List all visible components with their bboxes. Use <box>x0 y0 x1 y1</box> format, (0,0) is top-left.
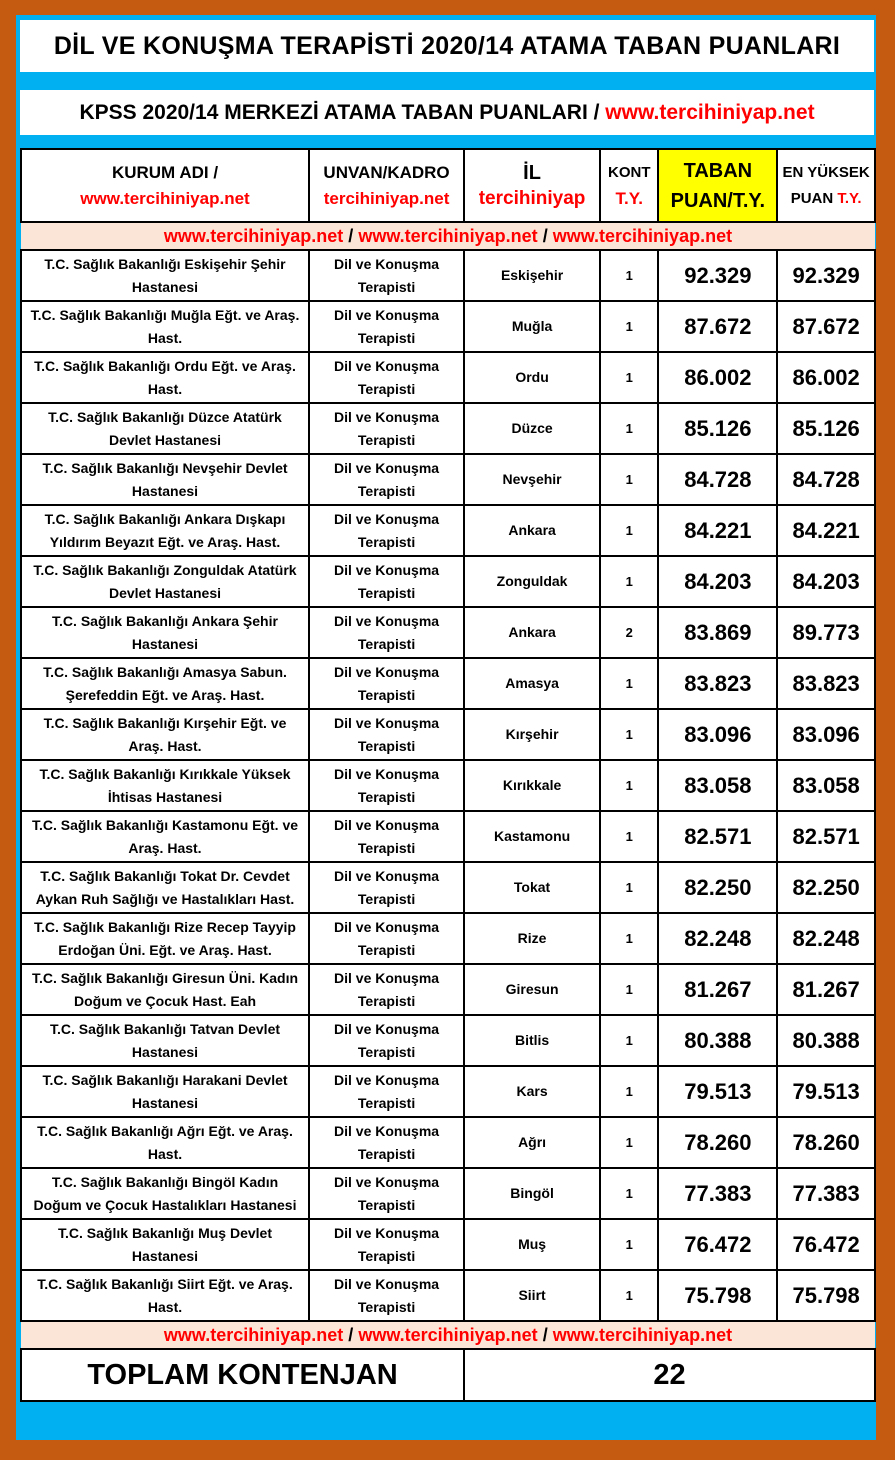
cell-max: 87.672 <box>777 301 875 352</box>
cell-kurum: T.C. Sağlık Bakanlığı Ağrı Eğt. ve Araş. Hast. <box>21 1117 309 1168</box>
cell-kurum: T.C. Sağlık Bakanlığı Muş Devlet Hastanesi <box>21 1219 309 1270</box>
cell-max: 84.203 <box>777 556 875 607</box>
cell-taban: 78.260 <box>658 1117 777 1168</box>
cell-unvan: Dil ve Konuşma Terapisti <box>309 403 464 454</box>
cell-max: 85.126 <box>777 403 875 454</box>
cell-taban: 84.203 <box>658 556 777 607</box>
cell-taban: 83.096 <box>658 709 777 760</box>
cell-kont: 1 <box>600 1270 658 1321</box>
cell-kont: 1 <box>600 1066 658 1117</box>
banner-sep: / <box>537 225 553 246</box>
cell-taban: 77.383 <box>658 1168 777 1219</box>
table-body <box>21 250 875 1321</box>
table-row <box>21 709 875 760</box>
cell-kurum: T.C. Sağlık Bakanlığı Amasya Sabun. Şerefeddin Eğt. ve Araş. Hast. <box>21 658 309 709</box>
cell-kont: 1 <box>600 1168 658 1219</box>
cell-unvan: Dil ve Konuşma Terapisti <box>309 505 464 556</box>
header-kurum <box>21 149 309 222</box>
cell-il: Ankara <box>464 505 600 556</box>
cell-kurum: T.C. Sağlık Bakanlığı Ankara Dışkapı Yıldırım Beyazıt Eğt. ve Araş. Hast. <box>21 505 309 556</box>
cell-unvan: Dil ve Konuşma Terapisti <box>309 1117 464 1168</box>
cell-il: Bitlis <box>464 1015 600 1066</box>
cell-kont: 1 <box>600 1015 658 1066</box>
top-border <box>0 0 895 15</box>
header-row <box>21 149 875 222</box>
cell-max: 76.472 <box>777 1219 875 1270</box>
cell-unvan: Dil ve Konuşma Terapisti <box>309 862 464 913</box>
cell-taban: 76.472 <box>658 1219 777 1270</box>
cell-kurum: T.C. Sağlık Bakanlığı Kırıkkale Yüksek İhtisas Hastanesi <box>21 760 309 811</box>
table-row <box>21 250 875 301</box>
cell-taban: 82.248 <box>658 913 777 964</box>
table-row <box>21 403 875 454</box>
subtitle-text: KPSS 2020/14 MERKEZİ ATAMA TABAN PUANLARI / <box>79 100 600 124</box>
cell-max: 92.329 <box>777 250 875 301</box>
cell-il: Kastamonu <box>464 811 600 862</box>
header-unvan-link[interactable]: tercihiniyap.net <box>323 188 450 208</box>
cell-kurum: T.C. Sağlık Bakanlığı Rize Recep Tayyip Erdoğan Üni. Eğt. ve Araş. Hast. <box>21 913 309 964</box>
total-label: TOPLAM KONTENJAN <box>21 1349 464 1401</box>
cell-il: Siirt <box>464 1270 600 1321</box>
table-row <box>21 811 875 862</box>
banner-link[interactable]: www.tercihiniyap.net <box>358 225 538 246</box>
scores-table <box>20 148 876 1402</box>
page-subtitle <box>20 90 874 135</box>
cell-taban: 82.250 <box>658 862 777 913</box>
cell-kurum: T.C. Sağlık Bakanlığı Kırşehir Eğt. ve Araş. Hast. <box>21 709 309 760</box>
cell-kont: 1 <box>600 964 658 1015</box>
banner-sep: / <box>343 225 359 246</box>
table-row <box>21 556 875 607</box>
cell-il: Kırşehir <box>464 709 600 760</box>
cell-unvan: Dil ve Konuşma Terapisti <box>309 1270 464 1321</box>
cell-max: 79.513 <box>777 1066 875 1117</box>
cell-kont: 1 <box>600 1117 658 1168</box>
header-taban-line2: PUAN/T.Y. <box>670 189 766 212</box>
cell-max: 82.571 <box>777 811 875 862</box>
cell-kont: 1 <box>600 250 658 301</box>
cell-unvan: Dil ve Konuşma Terapisti <box>309 352 464 403</box>
cell-max: 84.221 <box>777 505 875 556</box>
banner-row-top <box>21 222 875 250</box>
table-row <box>21 964 875 1015</box>
cell-il: Amasya <box>464 658 600 709</box>
cell-kont: 1 <box>600 913 658 964</box>
banner-link[interactable]: www.tercihiniyap.net <box>552 1324 733 1345</box>
cell-il: Eskişehir <box>464 250 600 301</box>
cell-max: 78.260 <box>777 1117 875 1168</box>
cell-il: Ağrı <box>464 1117 600 1168</box>
cell-taban: 80.388 <box>658 1015 777 1066</box>
cell-max: 83.058 <box>777 760 875 811</box>
cell-taban: 86.002 <box>658 352 777 403</box>
cell-kont: 1 <box>600 556 658 607</box>
cell-unvan: Dil ve Konuşma Terapisti <box>309 964 464 1015</box>
cell-unvan: Dil ve Konuşma Terapisti <box>309 1066 464 1117</box>
cell-unvan: Dil ve Konuşma Terapisti <box>309 760 464 811</box>
cell-kurum: T.C. Sağlık Bakanlığı Harakani Devlet Hastanesi <box>21 1066 309 1117</box>
cell-taban: 82.571 <box>658 811 777 862</box>
cell-max: 84.728 <box>777 454 875 505</box>
cell-taban: 85.126 <box>658 403 777 454</box>
cell-max: 86.002 <box>777 352 875 403</box>
cell-kurum: T.C. Sağlık Bakanlığı Düzce Atatürk Devlet Hastanesi <box>21 403 309 454</box>
table-row <box>21 658 875 709</box>
cell-kont: 2 <box>600 607 658 658</box>
table-row <box>21 352 875 403</box>
cell-unvan: Dil ve Konuşma Terapisti <box>309 811 464 862</box>
table-row <box>21 1270 875 1321</box>
cell-kurum: T.C. Sağlık Bakanlığı Kastamonu Eğt. ve Araş. Hast. <box>21 811 309 862</box>
banner-top <box>21 222 875 250</box>
cell-kurum: T.C. Sağlık Bakanlığı Ankara Şehir Hastanesi <box>21 607 309 658</box>
header-taban <box>658 149 777 222</box>
cell-kont: 1 <box>600 811 658 862</box>
banner-link[interactable]: www.tercihiniyap.net <box>358 1324 538 1345</box>
cell-max: 75.798 <box>777 1270 875 1321</box>
table-row <box>21 913 875 964</box>
table-row <box>21 760 875 811</box>
cell-max: 82.250 <box>777 862 875 913</box>
cell-unvan: Dil ve Konuşma Terapisti <box>309 913 464 964</box>
cell-il: Tokat <box>464 862 600 913</box>
banner-sep: / <box>343 1324 359 1345</box>
header-enyuksek-puan: PUAN <box>790 189 834 207</box>
cell-kont: 1 <box>600 403 658 454</box>
banner-link[interactable]: www.tercihiniyap.net <box>163 1324 344 1345</box>
cell-unvan: Dil ve Konuşma Terapisti <box>309 607 464 658</box>
cell-max: 83.823 <box>777 658 875 709</box>
cell-taban: 84.221 <box>658 505 777 556</box>
cell-taban: 83.869 <box>658 607 777 658</box>
table-row <box>21 607 875 658</box>
cell-kurum: T.C. Sağlık Bakanlığı Tatvan Devlet Hastanesi <box>21 1015 309 1066</box>
cell-unvan: Dil ve Konuşma Terapisti <box>309 1219 464 1270</box>
cell-max: 82.248 <box>777 913 875 964</box>
bottom-border <box>0 1440 895 1460</box>
header-kont-label: KONT <box>608 163 651 181</box>
cell-il: Nevşehir <box>464 454 600 505</box>
header-il-label: İL <box>523 161 541 184</box>
cell-kont: 1 <box>600 454 658 505</box>
cell-taban: 83.058 <box>658 760 777 811</box>
cell-il: Kırıkkale <box>464 760 600 811</box>
cell-max: 80.388 <box>777 1015 875 1066</box>
cell-unvan: Dil ve Konuşma Terapisti <box>309 1015 464 1066</box>
cell-il: Muğla <box>464 301 600 352</box>
cell-il: Ankara <box>464 607 600 658</box>
cell-unvan: Dil ve Konuşma Terapisti <box>309 556 464 607</box>
cell-il: Kars <box>464 1066 600 1117</box>
cell-max: 83.096 <box>777 709 875 760</box>
cell-kurum: T.C. Sağlık Bakanlığı Giresun Üni. Kadın Doğum ve Çocuk Hast. Eah <box>21 964 309 1015</box>
cell-kont: 1 <box>600 505 658 556</box>
table-row <box>21 862 875 913</box>
cell-kurum: T.C. Sağlık Bakanlığı Muğla Eğt. ve Araş. Hast. <box>21 301 309 352</box>
table-row <box>21 1219 875 1270</box>
page-title: DİL VE KONUŞMA TERAPİSTİ 2020/14 ATAMA TABAN PUANLARI <box>20 20 874 72</box>
subtitle-link[interactable]: www.tercihiniyap.net <box>605 100 815 124</box>
cell-il: Rize <box>464 913 600 964</box>
header-taban-line1: TABAN <box>683 159 753 182</box>
cell-kurum: T.C. Sağlık Bakanlığı Eskişehir Şehir Hastanesi <box>21 250 309 301</box>
total-row <box>21 1349 875 1401</box>
cell-max: 89.773 <box>777 607 875 658</box>
cell-max: 77.383 <box>777 1168 875 1219</box>
cell-il: Muş <box>464 1219 600 1270</box>
table-row <box>21 505 875 556</box>
cell-kurum: T.C. Sağlık Bakanlığı Nevşehir Devlet Hastanesi <box>21 454 309 505</box>
header-enyuksek-line2 <box>778 186 874 212</box>
cell-taban: 87.672 <box>658 301 777 352</box>
cell-kont: 1 <box>600 760 658 811</box>
cell-kont: 1 <box>600 862 658 913</box>
banner-link[interactable]: www.tercihiniyap.net <box>552 225 733 246</box>
cell-il: Ordu <box>464 352 600 403</box>
header-unvan <box>309 149 464 222</box>
cell-unvan: Dil ve Konuşma Terapisti <box>309 250 464 301</box>
cell-unvan: Dil ve Konuşma Terapisti <box>309 709 464 760</box>
header-il-link[interactable]: tercihiniyap <box>478 187 586 209</box>
cell-kurum: T.C. Sağlık Bakanlığı Bingöl Kadın Doğum ve Çocuk Hastalıkları Hastanesi <box>21 1168 309 1219</box>
cell-taban: 79.513 <box>658 1066 777 1117</box>
cell-kont: 1 <box>600 301 658 352</box>
cell-il: Düzce <box>464 403 600 454</box>
cell-kont: 1 <box>600 352 658 403</box>
cell-kurum: T.C. Sağlık Bakanlığı Siirt Eğt. ve Araş. Hast. <box>21 1270 309 1321</box>
cell-unvan: Dil ve Konuşma Terapisti <box>309 658 464 709</box>
total-value: 22 <box>464 1349 875 1401</box>
cell-kont: 1 <box>600 709 658 760</box>
header-enyuksek <box>777 149 875 222</box>
cell-taban: 92.329 <box>658 250 777 301</box>
cell-unvan: Dil ve Konuşma Terapisti <box>309 454 464 505</box>
cell-taban: 83.823 <box>658 658 777 709</box>
cell-kurum: T.C. Sağlık Bakanlığı Tokat Dr. Cevdet Aykan Ruh Sağlığı ve Hastalıkları Hast. <box>21 862 309 913</box>
header-il <box>464 149 600 222</box>
header-enyuksek-line1: EN YÜKSEK <box>782 163 870 181</box>
cell-unvan: Dil ve Konuşma Terapisti <box>309 301 464 352</box>
cell-kurum: T.C. Sağlık Bakanlığı Ordu Eğt. ve Araş. Hast. <box>21 352 309 403</box>
cell-kont: 1 <box>600 1219 658 1270</box>
header-kont-ty: T.Y. <box>615 188 643 208</box>
cell-taban: 75.798 <box>658 1270 777 1321</box>
header-enyuksek-ty: T.Y. <box>837 189 862 207</box>
header-kurum-link[interactable]: www.tercihiniyap.net <box>80 188 250 208</box>
banner-sep: / <box>537 1324 553 1345</box>
cell-kurum: T.C. Sağlık Bakanlığı Zonguldak Atatürk Devlet Hastanesi <box>21 556 309 607</box>
header-unvan-label: UNVAN/KADRO <box>323 162 450 182</box>
header-kurum-label: KURUM ADI / <box>111 162 219 182</box>
cell-il: Giresun <box>464 964 600 1015</box>
table-row <box>21 1015 875 1066</box>
cell-kont: 1 <box>600 658 658 709</box>
cell-taban: 84.728 <box>658 454 777 505</box>
table-row <box>21 1066 875 1117</box>
cell-taban: 81.267 <box>658 964 777 1015</box>
table-row <box>21 1117 875 1168</box>
cell-il: Bingöl <box>464 1168 600 1219</box>
cell-max: 81.267 <box>777 964 875 1015</box>
header-kont <box>600 149 658 222</box>
banner-link[interactable]: www.tercihiniyap.net <box>163 225 344 246</box>
table-row <box>21 454 875 505</box>
banner-bottom <box>21 1321 875 1349</box>
table-row <box>21 1168 875 1219</box>
cell-unvan: Dil ve Konuşma Terapisti <box>309 1168 464 1219</box>
cell-il: Zonguldak <box>464 556 600 607</box>
table-row <box>21 301 875 352</box>
banner-row-bottom <box>21 1321 875 1349</box>
